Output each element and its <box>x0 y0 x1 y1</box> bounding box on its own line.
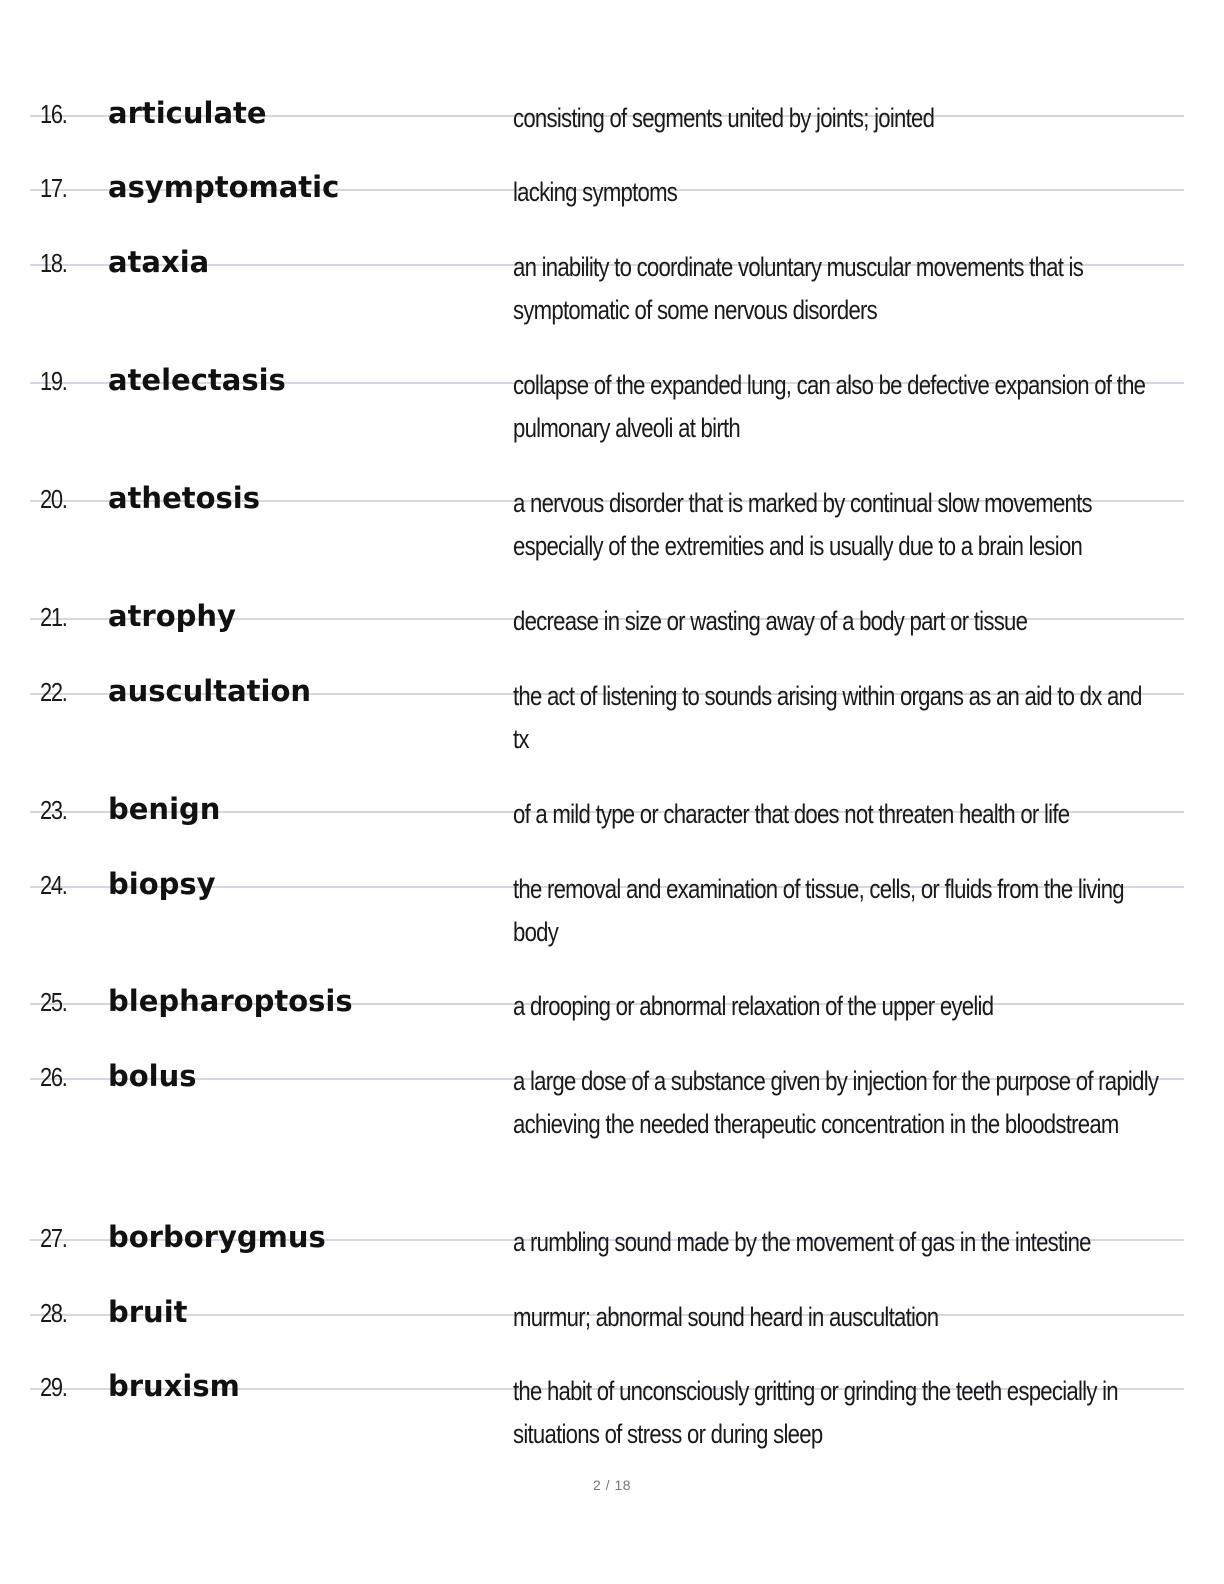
entry-term: auscultation <box>108 674 312 708</box>
entry-number: 23. <box>40 795 67 825</box>
entry-term: ataxia <box>108 245 210 279</box>
entry-term: borborygmus <box>108 1220 326 1254</box>
entry-definition: a large dose of a substance given by injection for the purpose of rapidly achieving the needed therapeutic concentration in the bloodstream <box>513 1066 1159 1139</box>
entry-term: atelectasis <box>108 363 286 397</box>
entry-number: 27. <box>40 1223 67 1253</box>
entry-definition: a drooping or abnormal relaxation of the upper eyelid <box>513 991 994 1021</box>
entry-definition: decrease in size or wasting away of a body part or tissue <box>513 606 1028 636</box>
entry-definition: a nervous disorder that is marked by continual slow movements especially of the extremities and is usually due to a brain lesion <box>513 488 1092 561</box>
entry-term: articulate <box>108 96 267 130</box>
entry-number: 21. <box>40 602 67 632</box>
entry-number: 24. <box>40 870 67 900</box>
entry-term: bruit <box>108 1295 188 1329</box>
entry-definition: the habit of unconsciously gritting or grinding the teeth especially in situations of stress or during sleep <box>513 1376 1118 1449</box>
entry-number: 29. <box>40 1372 67 1402</box>
entry-number: 25. <box>40 987 67 1017</box>
entry-number: 18. <box>40 248 67 278</box>
entry-number: 26. <box>40 1062 67 1092</box>
entry-definition: lacking symptoms <box>513 177 678 207</box>
entry-term: asymptomatic <box>108 170 340 204</box>
entry-definition: consisting of segments united by joints; jointed <box>513 103 935 133</box>
entry-number: 20. <box>40 484 67 514</box>
entry-term: biopsy <box>108 867 216 901</box>
entry-term: athetosis <box>108 481 260 515</box>
entry-term: bolus <box>108 1059 197 1093</box>
entry-number: 16. <box>40 99 67 129</box>
entry-definition: murmur; abnormal sound heard in auscultation <box>513 1302 939 1332</box>
entry-number: 28. <box>40 1298 67 1328</box>
entry-number: 17. <box>40 173 67 203</box>
entry-definition: the act of listening to sounds arising within organs as an aid to dx and tx <box>513 681 1142 754</box>
page-number: 2 / 18 <box>592 1477 632 1493</box>
entry-definition: the removal and examination of tissue, cells, or fluids from the living body <box>513 874 1124 947</box>
entry-number: 22. <box>40 677 67 707</box>
entry-term: benign <box>108 792 221 826</box>
entry-term: blepharoptosis <box>108 984 353 1018</box>
entry-definition: an inability to coordinate voluntary muscular movements that is symptomatic of some nervous disorders <box>513 252 1084 325</box>
entry-term: atrophy <box>108 599 236 633</box>
entry-number: 19. <box>40 366 67 396</box>
entry-term: bruxism <box>108 1369 240 1403</box>
entry-definition: of a mild type or character that does not threaten health or life <box>513 799 1070 829</box>
entry-definition: collapse of the expanded lung, can also be defective expansion of the pulmonary alveoli at birth <box>513 370 1146 443</box>
entry-definition: a rumbling sound made by the movement of gas in the intestine <box>513 1227 1091 1257</box>
